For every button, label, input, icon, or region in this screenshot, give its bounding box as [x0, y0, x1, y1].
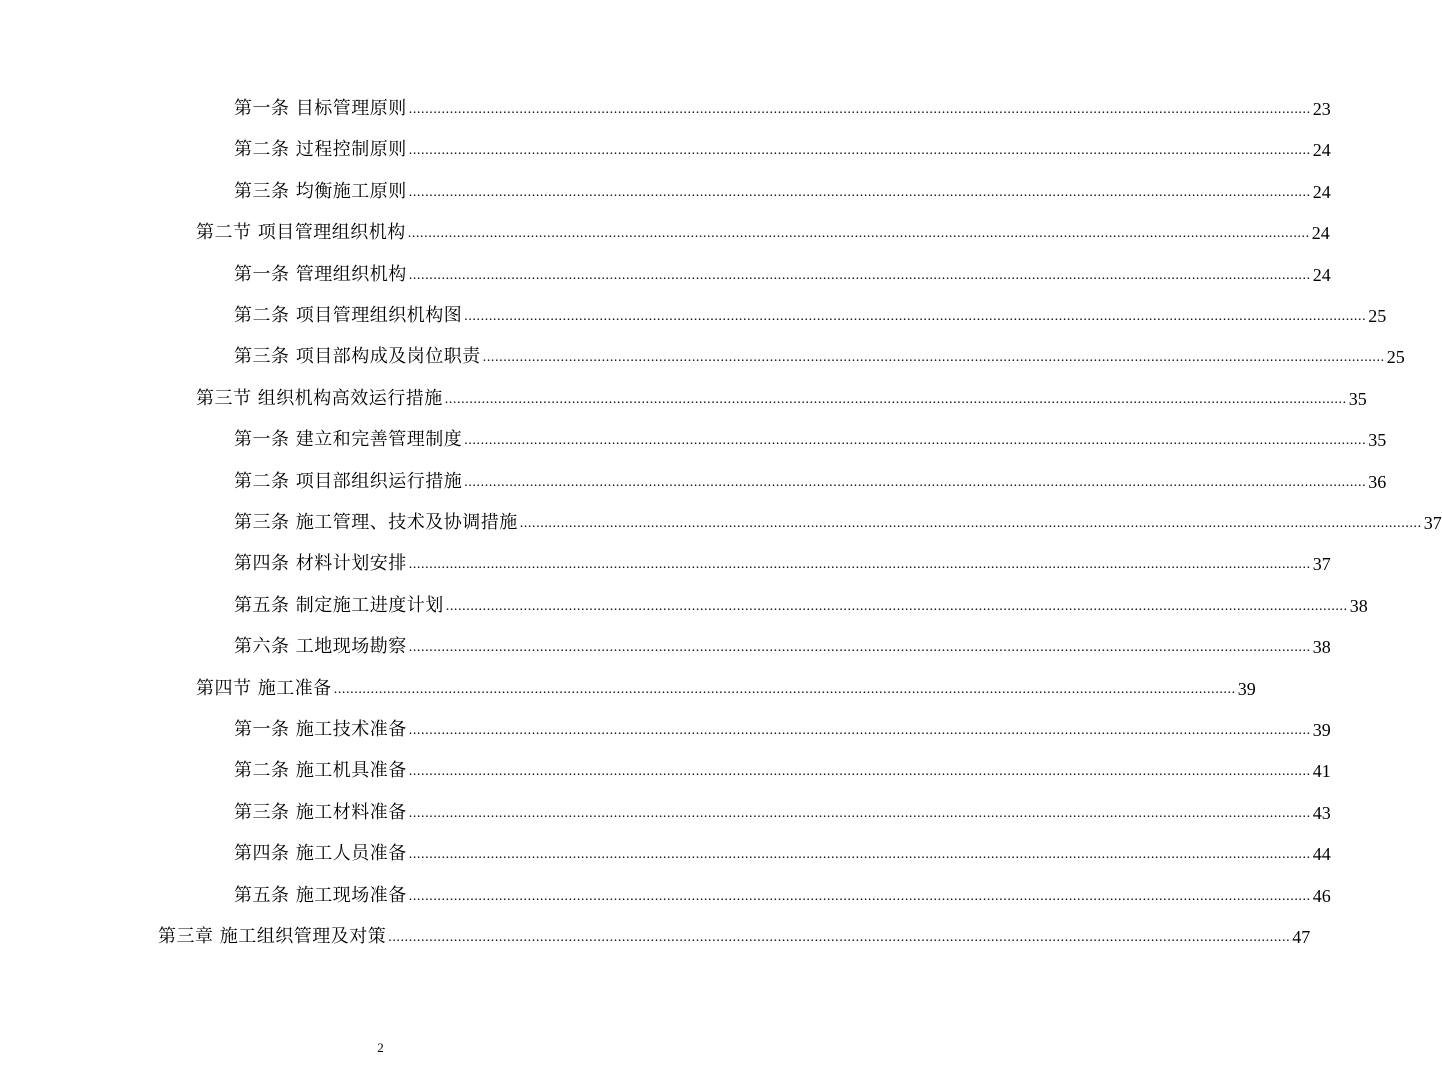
toc-entry[interactable]	[196, 670, 1256, 700]
toc-entry-title: 第一条 施工技术准备	[234, 719, 407, 740]
toc-entry-title: 第一条 目标管理原则	[234, 98, 407, 119]
toc-entry-title: 第三章 施工组织管理及对策	[158, 926, 387, 947]
toc-entry[interactable]	[234, 421, 1387, 451]
toc-entry-page: 41	[1312, 761, 1331, 781]
toc-entry[interactable]	[234, 463, 1387, 493]
toc-entry-title: 第二条 施工机具准备	[234, 760, 407, 781]
toc-entry-title: 第五条 施工现场准备	[234, 885, 407, 906]
toc-entry[interactable]	[234, 628, 1331, 658]
toc-dot-leader: ............................................................................................................................................................................................................................	[519, 516, 1422, 531]
toc-entry-title: 第一条 管理组织机构	[234, 264, 407, 285]
toc-entry-title: 第三条 均衡施工原则	[234, 181, 407, 202]
toc-dot-leader: ............................................................................................................................................................................................................................	[407, 226, 1310, 241]
toc-entry-title: 第五条 制定施工进度计划	[234, 595, 444, 616]
toc-dot-leader: ............................................................................................................................................................................................................................	[408, 764, 1311, 779]
toc-entry-page: 44	[1312, 844, 1331, 864]
toc-entry[interactable]	[234, 90, 1331, 120]
toc-entry-title: 第二条 项目部组织运行措施	[234, 471, 463, 492]
toc-entry[interactable]	[196, 380, 1367, 410]
toc-entry-title: 第四条 施工人员准备	[234, 843, 407, 864]
toc-entry[interactable]	[234, 338, 1405, 368]
toc-entry-title: 第四条 材料计划安排	[234, 553, 407, 574]
toc-entry-page: 39	[1312, 720, 1331, 740]
toc-dot-leader: ............................................................................................................................................................................................................................	[408, 143, 1311, 158]
toc-dot-leader: ............................................................................................................................................................................................................................	[408, 185, 1311, 200]
toc-entry-title: 第四节 施工准备	[196, 678, 332, 699]
toc-entry[interactable]	[158, 918, 1311, 948]
toc-dot-leader: ............................................................................................................................................................................................................................	[388, 930, 1291, 945]
toc-entry-title: 第三条 施工管理、技术及协调措施	[234, 512, 518, 533]
toc-entry-page: 37	[1312, 554, 1331, 574]
toc-dot-leader: ............................................................................................................................................................................................................................	[408, 102, 1311, 117]
toc-entry-page: 38	[1349, 596, 1368, 616]
toc-entry-page: 46	[1312, 886, 1331, 906]
toc-entry-page: 24	[1312, 182, 1331, 202]
toc-entry[interactable]	[196, 214, 1330, 244]
toc-dot-leader: ............................................................................................................................................................................................................................	[408, 847, 1311, 862]
toc-entry-page: 25	[1386, 347, 1405, 367]
toc-dot-leader: ............................................................................................................................................................................................................................	[408, 723, 1311, 738]
toc-entry-title: 第三条 项目部构成及岗位职责	[234, 346, 481, 367]
toc-entry-page: 24	[1311, 223, 1330, 243]
toc-entry-page: 47	[1292, 927, 1311, 947]
toc-entry-title: 第一条 建立和完善管理制度	[234, 429, 463, 450]
toc-entry-page: 35	[1368, 430, 1387, 450]
page-number: 2	[377, 1040, 384, 1055]
toc-entry-page: 23	[1312, 99, 1331, 119]
toc-dot-leader: ............................................................................................................................................................................................................................	[464, 309, 1367, 324]
toc-entry-page: 25	[1368, 306, 1387, 326]
toc-entry[interactable]	[234, 131, 1331, 161]
toc-entry-page: 39	[1237, 679, 1256, 699]
toc-entry[interactable]	[234, 711, 1331, 741]
toc-dot-leader: ............................................................................................................................................................................................................................	[408, 640, 1311, 655]
toc-dot-leader: ............................................................................................................................................................................................................................	[333, 682, 1236, 697]
toc-entry-page: 35	[1348, 389, 1367, 409]
toc-entry[interactable]	[234, 297, 1387, 327]
toc-entry-page: 37	[1423, 513, 1442, 533]
toc-dot-leader: ............................................................................................................................................................................................................................	[464, 433, 1367, 448]
toc-entry-page: 38	[1312, 637, 1331, 657]
toc-entry[interactable]	[234, 256, 1331, 286]
toc-entry[interactable]	[234, 877, 1331, 907]
toc-entry-title: 第三节 组织机构高效运行措施	[196, 388, 443, 409]
toc-dot-leader: ............................................................................................................................................................................................................................	[408, 557, 1311, 572]
toc-entry-title: 第六条 工地现场勘察	[234, 636, 407, 657]
toc-entry-page: 24	[1312, 265, 1331, 285]
toc-dot-leader: ............................................................................................................................................................................................................................	[444, 392, 1347, 407]
toc-dot-leader: ............................................................................................................................................................................................................................	[445, 599, 1348, 614]
toc-entry[interactable]	[234, 504, 1442, 534]
toc-entry[interactable]	[234, 545, 1331, 575]
toc-entry-title: 第二条 过程控制原则	[234, 139, 407, 160]
toc-entry[interactable]	[234, 835, 1331, 865]
toc-entry-page: 43	[1312, 803, 1331, 823]
toc-dot-leader: ............................................................................................................................................................................................................................	[408, 268, 1311, 283]
toc-entry[interactable]	[234, 587, 1368, 617]
toc-dot-leader: ............................................................................................................................................................................................................................	[482, 350, 1385, 365]
toc-dot-leader: ............................................................................................................................................................................................................................	[408, 806, 1311, 821]
toc-entry-title: 第二条 项目管理组织机构图	[234, 305, 463, 326]
toc-dot-leader: ............................................................................................................................................................................................................................	[408, 889, 1311, 904]
toc-entry[interactable]	[234, 173, 1331, 203]
toc-dot-leader: ............................................................................................................................................................................................................................	[464, 475, 1367, 490]
toc-entry-title: 第三条 施工材料准备	[234, 802, 407, 823]
toc-entry[interactable]	[234, 752, 1331, 782]
toc-entry-page: 24	[1312, 140, 1331, 160]
toc-entry[interactable]	[234, 794, 1331, 824]
toc-entry-title: 第二节 项目管理组织机构	[196, 222, 406, 243]
toc-entry-page: 36	[1368, 472, 1387, 492]
